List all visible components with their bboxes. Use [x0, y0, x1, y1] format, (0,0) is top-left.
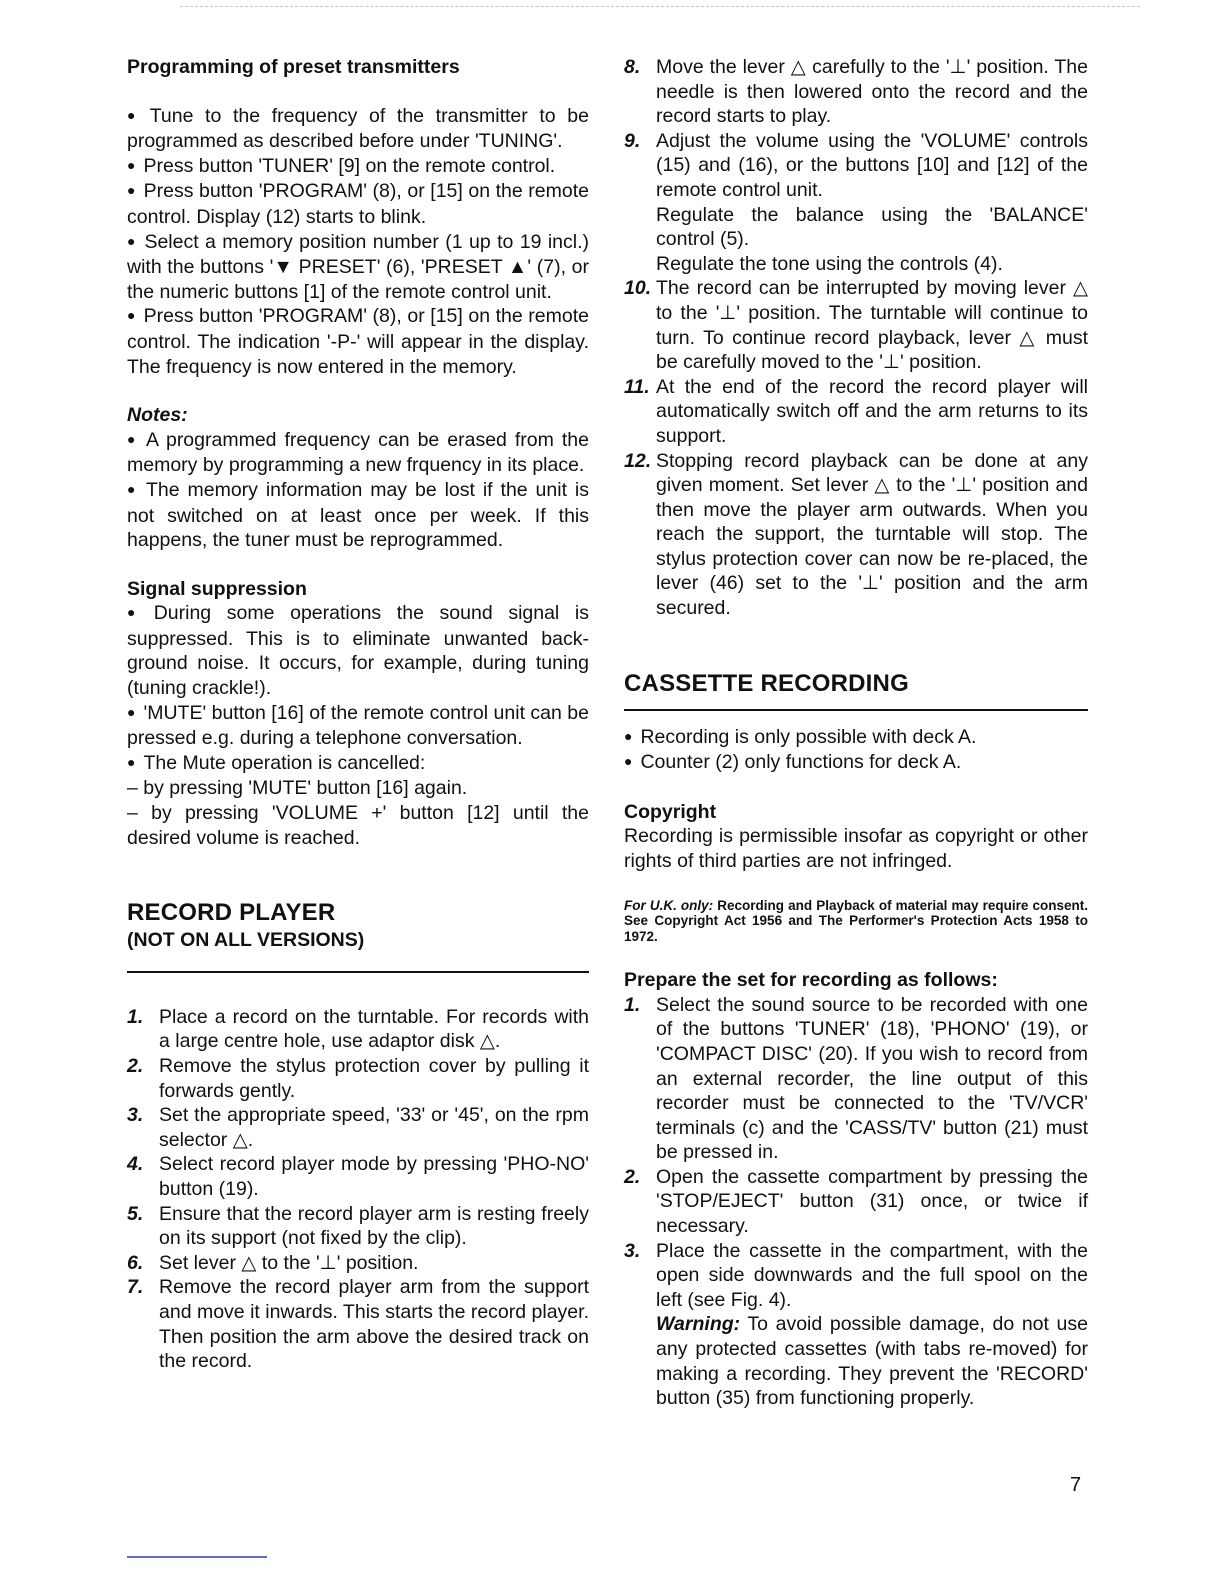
- prepare-step: 2. Open the cassette compartment by pressing the 'STOP/EJECT' button (31) once, or twice if necessary.: [624, 1165, 1088, 1238]
- preset-item: ● Press button 'PROGRAM' (8), or [15] on the remote control. Display (12) starts to blink.: [127, 179, 589, 229]
- record-step: 6. Set lever △ to the '⊥' position.: [127, 1251, 419, 1274]
- record-step: 12. Stopping record playback can be done at any given moment. Set lever △ to the '⊥' position and then move the player arm outwards. When you reach the support, the turntable will stop. The stylus protection cover can now be re-placed, the lever (46) set to the '⊥' position and the arm secured.: [624, 449, 1088, 620]
- signal-title: Signal suppression: [127, 577, 307, 600]
- prepare-step: 3. Place the cassette in the compartment, with the open side downwards and the full spool on the left (see Fig. 4). Warning: To avoid possible damage, do not use any protected cassettes (with tabs re-moved) for making a recording. They prevent the 'RECORD' button (35) from functioning properly.: [624, 1239, 1088, 1410]
- record-step: 10. The record can be interrupted by moving lever △ to the '⊥' position. The turntable will continue to turn. To continue record playback, lever △ must be carefully moved to the '⊥' position.: [624, 277, 1088, 374]
- record-step: 1. Place a record on the turntable. For records with a large centre hole, use adaptor disk △.: [127, 1005, 589, 1053]
- record-step: 5. Ensure that the record player arm is resting freely on its support (not fixed by the clip).: [127, 1202, 589, 1250]
- record-steps-list: [127, 1005, 589, 1374]
- record-step: 11. At the end of the record the record player will automatically switch off and the arm returns to its support.: [624, 375, 1088, 447]
- notes-item: ● The memory information may be lost if the unit is not switched on at least once per week. If this happens, the tuner must be reprogrammed.: [127, 478, 589, 553]
- notes-title: Notes:: [127, 404, 188, 427]
- record-player-subtitle: (NOT ON ALL VERSIONS): [127, 929, 365, 952]
- page-number: 7: [1070, 1474, 1082, 1496]
- prepare-title: Prepare the set for recording as follows:: [624, 969, 998, 992]
- record-step: 9. Adjust the volume using the 'VOLUME' controls (15) and (16), or the buttons [10] and [12] of the remote control unit.: [624, 129, 1088, 201]
- copyright-title: Copyright: [624, 800, 717, 823]
- copyright-text: Recording is permissible insofar as copyright or other rights of third parties are not infringed.: [624, 825, 1088, 873]
- left-column: [127, 55, 589, 1374]
- record-step: 4. Select record player mode by pressing 'PHO-NO' button (19).: [127, 1153, 589, 1200]
- record-step: Regulate the tone using the controls (4).: [656, 252, 1003, 275]
- signal-item: ● The Mute operation is cancelled:: [127, 751, 589, 777]
- preset-item: ● Press button 'PROGRAM' (8), or [15] on the remote control. The indication '-P-' will appear in the display. The frequency is now entered in the memory.: [127, 304, 589, 379]
- scan-artifact-line: [180, 6, 1140, 9]
- record-step: 2. Remove the stylus protection cover by pulling it forwards gently.: [127, 1055, 589, 1102]
- record-step: 3. Set the appropriate speed, '33' or '45', on the rpm selector △.: [127, 1104, 589, 1151]
- record-player-title: RECORD PLAYER: [127, 899, 336, 927]
- record-step: 7. Remove the record player arm from the support and move it inwards. This starts the record player. Then position the arm above the desired track on the record.: [127, 1276, 589, 1373]
- uk-note: For U.K. only: Recording and Playback of material may require consent. See Copyright Act 1956 and The Performer's Protection Acts 1958 to 1972.: [624, 897, 1088, 944]
- prepare-steps-list: [624, 993, 1088, 1411]
- cassette-item: ● Recording is only possible with deck A.: [624, 725, 1088, 751]
- preset-item: ● Press button 'TUNER' [9] on the remote control.: [127, 154, 589, 180]
- cassette-title: CASSETTE RECORDING: [624, 669, 909, 697]
- record-steps-continued: [624, 55, 1088, 621]
- signal-item: ● 'MUTE' button [16] of the remote control unit can be pressed e.g. during a telephone conversation.: [127, 701, 589, 751]
- notes-item: ● A programmed frequency can be erased from the memory by programming a new frquency in its place.: [127, 428, 589, 478]
- preset-title: Programming of preset transmitters: [127, 56, 460, 78]
- signal-dash-item: – by pressing 'VOLUME +' button [12] until the desired volume is reached.: [127, 802, 589, 849]
- right-column: [624, 55, 1088, 1411]
- footer-rule: [127, 1556, 267, 1558]
- signal-dash-item: – by pressing 'MUTE' button [16] again.: [127, 777, 468, 800]
- signal-item: ● During some operations the sound signal is suppressed. This is to eliminate unwanted back-ground noise. It occurs, for example, during tuning (tuning crackle!).: [127, 601, 589, 700]
- warning-note: Warning: To avoid possible damage, do not use any protected cassettes (with tabs re-moved) for making a recording. They prevent the 'RECORD' button (35) from functioning properly.: [656, 1313, 1088, 1410]
- preset-item: ● Select a memory position number (1 up to 19 incl.) with the buttons '▼ PRESET' (6), 'PRESET ▲' (7), or the numeric buttons [1] of the remote control unit.: [127, 230, 589, 305]
- preset-item: ● Tune to the frequency of the transmitter to be programmed as described before under 'TUNING'.: [127, 104, 589, 154]
- prepare-step: 1. Select the sound source to be recorded with one of the buttons 'TUNER' (18), 'PHONO' (19), or 'COMPACT DISC' (20). If you wish to record from an external recorder, the line output of this recorder must be connected to the 'TV/VCR' terminals (c) and the 'CASS/TV' button (21) must be pressed in.: [624, 993, 1088, 1164]
- record-step: 8. Move the lever △ carefully to the '⊥' position. The needle is then lowered onto the record and the record starts to play.: [624, 56, 1088, 128]
- record-step: Regulate the balance using the 'BALANCE' control (5).: [656, 203, 1088, 251]
- cassette-item: ● Counter (2) only functions for deck A.: [624, 750, 1088, 776]
